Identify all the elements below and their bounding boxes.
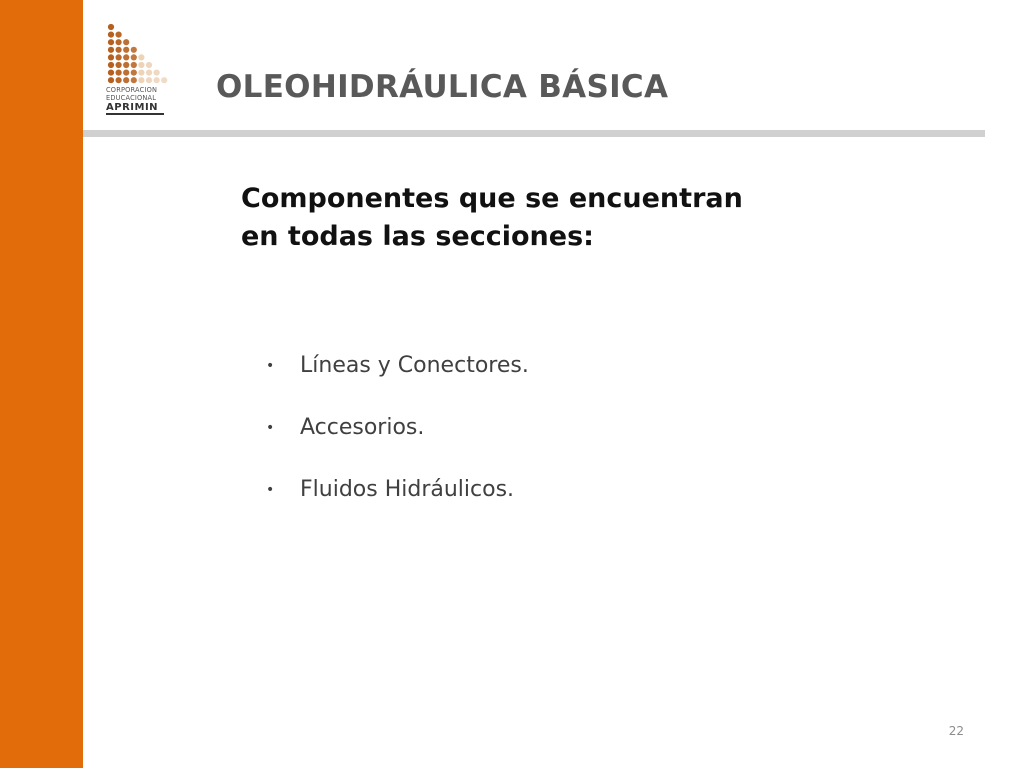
logo-dot: [116, 47, 122, 53]
logo-dot: [116, 54, 122, 60]
logo-dot: [116, 32, 122, 38]
bullet-icon: •: [266, 358, 275, 374]
list-item-text: Fluidos Hidráulicos.: [300, 477, 515, 502]
logo-text-line2: EDUCACIONAL: [106, 94, 157, 102]
accent-side-bar: [0, 0, 83, 768]
logo-dot: [123, 39, 129, 45]
logo-dot: [123, 77, 129, 83]
logo-dot: [138, 77, 144, 83]
logo-dot: [123, 70, 129, 76]
logo-dot: [108, 32, 114, 38]
logo-dot: [123, 47, 129, 53]
logo-dot: [116, 70, 122, 76]
logo-dot: [131, 62, 137, 68]
logo-dot: [108, 70, 114, 76]
logo-dot: [138, 70, 144, 76]
subtitle-line2: en todas las secciones:: [241, 221, 594, 252]
list-item: [266, 410, 529, 472]
logo-dot: [108, 24, 114, 30]
page-number: 22: [948, 724, 964, 738]
title-divider: [83, 130, 985, 137]
subtitle-line1: Componentes que se encuentran: [241, 183, 743, 214]
list-item: [266, 472, 529, 534]
logo-dot: [108, 77, 114, 83]
logo-dot: [116, 62, 122, 68]
logo-dot: [108, 62, 114, 68]
bullet-icon: •: [266, 482, 275, 498]
logo-dot: [108, 54, 114, 60]
logo-dot: [116, 77, 122, 83]
list-item: [266, 348, 529, 410]
slide-subtitle: [241, 180, 861, 256]
logo-dot: [123, 54, 129, 60]
logo-dot: [146, 77, 152, 83]
logo-dot: [123, 62, 129, 68]
list-item-text: Accesorios.: [300, 415, 425, 440]
logo-dot: [108, 39, 114, 45]
aprimin-logo: [106, 22, 176, 120]
bullet-icon: •: [266, 420, 275, 436]
logo-dot: [161, 77, 167, 83]
list-item-text: Líneas y Conectores.: [300, 353, 529, 378]
logo-dot: [131, 47, 137, 53]
logo-dot: [146, 70, 152, 76]
logo-dot: [146, 62, 152, 68]
logo-dot: [108, 47, 114, 53]
logo-dot: [154, 77, 160, 83]
logo-dot: [131, 54, 137, 60]
logo-dot: [138, 62, 144, 68]
logo-dot: [131, 70, 137, 76]
logo-text-line1: CORPORACION: [106, 86, 158, 94]
logo-dot: [131, 77, 137, 83]
logo-dot: [116, 39, 122, 45]
logo-dot: [154, 70, 160, 76]
bullet-list: [266, 348, 529, 534]
logo-dot-pattern: [106, 22, 176, 86]
logo-text-line3: APRIMIN: [106, 102, 164, 115]
logo-dot: [138, 54, 144, 60]
slide-title: OLEOHIDRÁULICA BÁSICA: [216, 69, 669, 105]
